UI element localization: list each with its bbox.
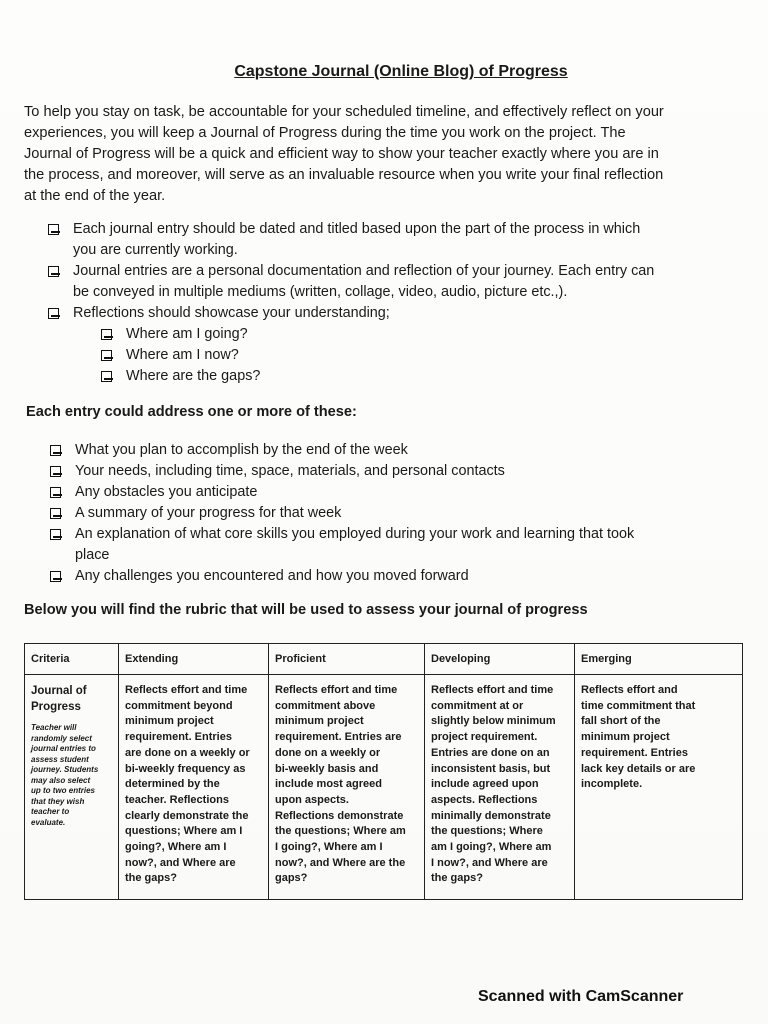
guidelines-list (46, 219, 654, 387)
proficient-cell: Reflects effort and time commitment above minimum project requirement. Entries are done on a weekly or bi-weekly basis and include most agreed upon aspects. Reflections demonstrate the questions; Where am I going?, Where am I now?, and Where are the gaps? (269, 675, 425, 900)
list-item-text: Where am I going? (126, 326, 248, 342)
checkbox-bullet-icon (50, 529, 61, 540)
scanner-watermark: Scanned with CamScanner (478, 988, 684, 1005)
rubric-table (24, 643, 743, 900)
checkbox-bullet-icon (101, 350, 112, 361)
list-item (48, 440, 634, 461)
header-extending: Extending (119, 644, 269, 675)
list-item-text: place (75, 547, 110, 563)
checkbox-bullet-icon (50, 466, 61, 477)
list-item (46, 303, 654, 324)
header-criteria: Criteria (25, 644, 119, 675)
list-item (48, 566, 634, 587)
checkbox-bullet-icon (48, 266, 59, 277)
intro-line: at the end of the year. (24, 188, 166, 204)
criterion-name: Journal of Progress (31, 685, 87, 713)
list-item (48, 524, 634, 566)
intro-line: the process, and moreover, will serve as an invaluable resource when you write your final reflection (24, 167, 664, 183)
checkbox-bullet-icon (48, 224, 59, 235)
list-item (99, 324, 654, 345)
list-item-text: A summary of your progress for that week (75, 505, 342, 521)
list-item (48, 461, 634, 482)
list-item (48, 503, 634, 524)
list-item-text: Where am I now? (126, 347, 239, 363)
header-emerging: Emerging (575, 644, 743, 675)
criterion-note: Teacher will randomly select journal entries to assess student journey. Students may also select up to two entries that they wish teacher to evaluate. (31, 723, 99, 827)
rubric-heading: Below you will find the rubric that will be used to assess your journal of progress (24, 602, 588, 618)
list-item (48, 482, 634, 503)
list-item-text: An explanation of what core skills you employed during your work and learning that took (75, 526, 635, 542)
list-item-text: Any challenges you encountered and how you moved forward (75, 568, 469, 584)
list-item-text: Each journal entry should be dated and titled based upon the part of the process in which (73, 221, 641, 237)
intro-line: experiences, you will keep a Journal of Progress during the time you work on the project. The (24, 125, 626, 141)
list-item-text: Your needs, including time, space, materials, and personal contacts (75, 463, 505, 479)
table-row (25, 675, 743, 900)
header-proficient: Proficient (269, 644, 425, 675)
page-title: Capstone Journal (Online Blog) of Progress (234, 63, 568, 80)
checkbox-bullet-icon (101, 329, 112, 340)
checkbox-bullet-icon (48, 308, 59, 319)
emerging-cell: Reflects effort and time commitment that fall short of the minimum project requirement. Entries lack key details or are incomplete. (575, 675, 743, 900)
checkbox-bullet-icon (50, 508, 61, 519)
list-item-text: you are currently working. (73, 242, 238, 258)
header-developing: Developing (425, 644, 575, 675)
checkbox-bullet-icon (50, 571, 61, 582)
checkbox-bullet-icon (101, 371, 112, 382)
checkbox-bullet-icon (50, 445, 61, 456)
intro-line: To help you stay on task, be accountable for your scheduled timeline, and effectively reflect on your (24, 104, 664, 120)
list-item-text: Reflections should showcase your understanding; (73, 305, 390, 321)
criterion-cell (25, 675, 119, 900)
list-item-text: What you plan to accomplish by the end of the week (75, 442, 408, 458)
intro-paragraph (24, 102, 714, 207)
list-item-text: Any obstacles you anticipate (75, 484, 258, 500)
extending-cell: Reflects effort and time commitment beyond minimum project requirement. Entries are done on a weekly or bi-weekly frequency as determined by the teacher. Reflections clearly demonstrate the questions; Where am I going?, Where am I now?, and Where are the gaps? (119, 675, 269, 900)
entry-topics-list (48, 440, 634, 587)
list-item (99, 366, 654, 387)
list-item-text: Where are the gaps? (126, 368, 261, 384)
intro-line: Journal of Progress will be a quick and efficient way to show your teacher exactly where you are in (24, 146, 659, 162)
list-item (46, 219, 654, 261)
table-header-row (25, 644, 743, 675)
reflection-questions-list (99, 324, 654, 387)
checkbox-bullet-icon (50, 487, 61, 498)
list-item-text: be conveyed in multiple mediums (written, collage, video, audio, picture etc.,). (73, 284, 568, 300)
developing-cell: Reflects effort and time commitment at or slightly below minimum project requirement. Entries are done on an inconsistent basis, but include agreed upon aspects. Reflections minimally demonstrate the questions; Where am I going?, Where am I now?, and Where are the gaps? (425, 675, 575, 900)
list-item-text: Journal entries are a personal documentation and reflection of your journey. Each entry can (73, 263, 655, 279)
list-item (99, 345, 654, 366)
list-item (46, 261, 654, 303)
entry-topics-heading: Each entry could address one or more of these: (26, 404, 357, 420)
